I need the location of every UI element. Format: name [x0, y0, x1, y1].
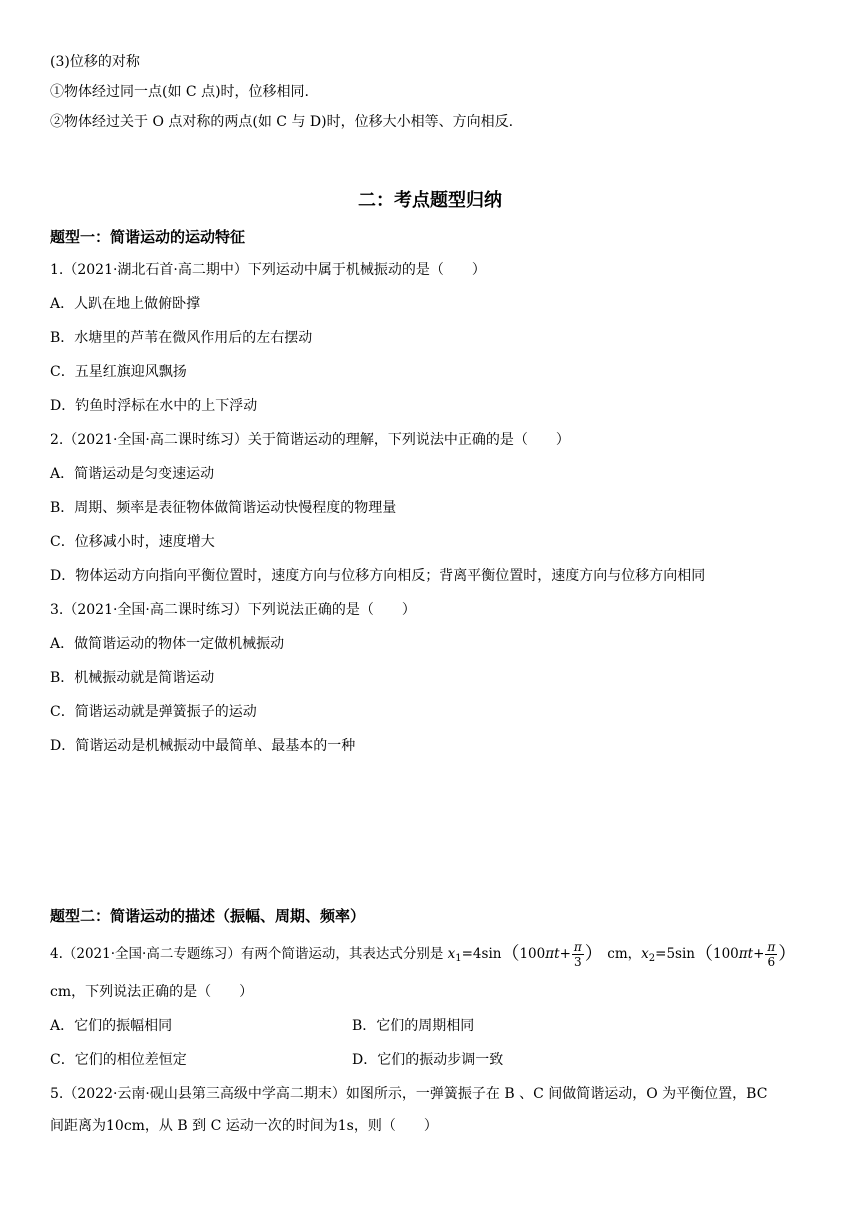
q3-stem: 3.（2021·全国·高二课时练习）下列说法正确的是（ ） [50, 602, 416, 618]
q2-option-d: D．物体运动方向指向平衡位置时，速度方向与位移方向相反；背离平衡位置时，速度方向与位移方向相同 [50, 568, 706, 584]
intro-point-2: ②物体经过关于 O 点对称的两点(如 C 与 D)时，位移大小相等、方向相反. [50, 114, 514, 130]
intro-point-1: ①物体经过同一点(如 C 点)时，位移相同. [50, 84, 309, 100]
x2-phase-fraction: $\frac{\pi}{6}$ [767, 940, 776, 969]
x2-expression: =5sin [655, 946, 695, 962]
x2-symbol: x [641, 946, 649, 962]
q5-stem-line2: 间距离为10cm，从 B 到 C 运动一次的时间为1s，则（ ） [50, 1118, 438, 1134]
q2-option-c: C．位移减小时，速度增大 [50, 534, 215, 550]
q4-option-a: A．它们的振幅相同 [50, 1018, 173, 1034]
type2-title: 题型二：简谐运动的描述（振幅、周期、频率） [50, 907, 366, 925]
q4-stem-line2: cm，下列说法正确的是（ ） [50, 984, 254, 1000]
q4-option-d: D．它们的振动步调一致 [352, 1052, 504, 1068]
q1-stem: 1.（2021·湖北石首·高二期中）下列运动中属于机械振动的是（ ） [50, 262, 486, 278]
section-title: 二：考点题型归纳 [358, 190, 502, 211]
x1-expression: =4sin [461, 946, 502, 962]
x2-pi: π [738, 946, 748, 962]
x1-subscript: 1 [455, 953, 462, 964]
q4-option-c: C．它们的相位差恒定 [50, 1052, 187, 1068]
q2-stem: 2.（2021·全国·高二课时练习）关于简谐运动的理解，下列说法中正确的是（ ） [50, 432, 570, 448]
q1-option-b: B．水塘里的芦苇在微风作用后的左右摆动 [50, 330, 313, 346]
q3-option-a: A．做简谐运动的物体一定做机械振动 [50, 636, 285, 652]
q3-option-b: B．机械振动就是简谐运动 [50, 670, 215, 686]
x1-plus: + [559, 946, 571, 962]
x2-subscript: 2 [648, 953, 656, 964]
q1-option-c: C．五星红旗迎风飘扬 [50, 364, 187, 380]
q5-stem-line1: 5.（2022·云南·砚山县第三高级中学高二期末）如图所示，一弹簧振子在 B 、C 间做简谐运动，O 为平衡位置，BC [50, 1086, 768, 1102]
q4-unit-separator: cm， [593, 946, 642, 962]
x1-t: t [554, 946, 560, 962]
q1-option-a: A．人趴在地上做俯卧撑 [50, 296, 201, 312]
x2-plus: + [753, 946, 765, 962]
intro-heading: (3)位移的对称 [50, 54, 140, 70]
x1-pi: π [545, 946, 555, 962]
q3-option-d: D．简谐运动是机械振动中最简单、最基本的一种 [50, 738, 356, 754]
type1-title: 题型一：简谐运动的运动特征 [50, 228, 246, 246]
q4-stem-prefix: 4.（2021·全国·高二专题练习）有两个简谐运动，其表达式分别是 [50, 946, 448, 962]
q1-option-d: D．钓鱼时浮标在水中的上下浮动 [50, 398, 258, 414]
q2-option-a: A．简谐运动是匀变速运动 [50, 466, 215, 482]
x1-phase-fraction: $\frac{\pi}{3}$ [573, 940, 582, 969]
x2-t: t [747, 946, 754, 962]
q2-option-b: B．周期、频率是表征物体做简谐运动快慢程度的物理量 [50, 500, 397, 516]
q3-option-c: C．简谐运动就是弹簧振子的运动 [50, 704, 257, 720]
q4-option-b: B．它们的周期相同 [352, 1018, 475, 1034]
x1-omega: 100 [519, 946, 546, 962]
q4-stem: 4.（2021·全国·高二专题练习）有两个简谐运动，其表达式分别是 $x_1=4\sin(100\pi t+$ $\frac{\pi}{3}$ ） cm，$x_2=5\sin(100\pi t+$ $\frac{\pi}{6}$ ） [50, 940, 797, 969]
x1-symbol: x [447, 946, 456, 962]
x2-omega: 100 [712, 946, 739, 962]
